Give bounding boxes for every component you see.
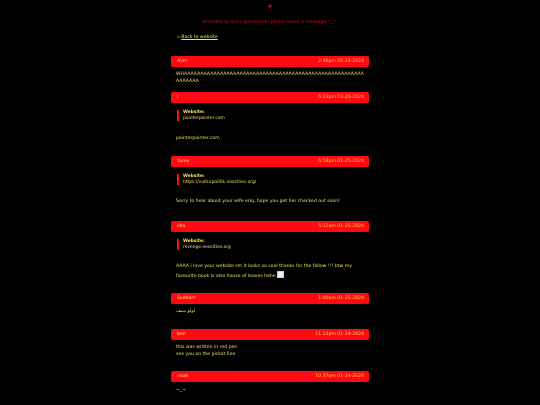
message-line: AAAA i love your website sm it looks so cool thanks for the follow !!! btw my (176, 264, 352, 269)
guestbook-entry (171, 221, 369, 280)
website-url[interactable]: https://vulturpolitik.neocities.org/ (183, 179, 257, 185)
message-line: لولو سيف (176, 309, 195, 314)
broken-image-icon (277, 271, 284, 278)
website-label: Website: (183, 239, 205, 244)
website-label: Website: (183, 110, 205, 115)
back-to-website-link[interactable] (177, 35, 218, 41)
website-url[interactable]: revenge.neocities.org (183, 244, 231, 250)
entry-header (171, 371, 369, 382)
entry-website (177, 174, 369, 185)
guestbook-entry (171, 156, 369, 206)
entry-header (171, 221, 369, 232)
message-line: this was written in red pen (176, 345, 238, 350)
entry-timestamp: 2:46pm 05-24-2024 (318, 59, 364, 64)
message-line: see you on the picket line (176, 351, 236, 357)
message-line: ~_~ (176, 388, 186, 393)
guestbook-entry (171, 329, 369, 358)
guestbook-entry (171, 92, 369, 143)
website-label: Website: (183, 174, 205, 179)
entry-header (171, 293, 369, 304)
entry-message (176, 264, 367, 280)
entry-message (176, 199, 367, 206)
entry-website (177, 110, 369, 121)
message-line: pointerpointer.com (176, 136, 220, 141)
entry-timestamp: 5:12am 01-25-2024 (318, 224, 364, 229)
website-url[interactable]: pointerpointer.com (183, 115, 225, 121)
message-text: favourite book is also house of leaves hehe (176, 273, 276, 279)
guestbook-entry (171, 371, 369, 395)
message-line: Sorry to hear about your wife eriq, hope you get her checked out soon! (176, 199, 340, 204)
guestbook-entry (171, 293, 369, 316)
entry-author: Yunie (177, 159, 190, 164)
guestbook-entry (171, 56, 369, 85)
entry-timestamp: 6:23pm 03-20-2024 (318, 95, 364, 100)
message-line: WHAAAAAAAAAAAAAAAAAAAAAAAAAAAAAAAAAAAAAAAAAAAAAAAAAAAAAAAAAAAAAA (176, 72, 364, 84)
entry-website (177, 239, 369, 250)
entry-timestamp: 6:58pm 01-25-2024 (318, 159, 364, 164)
star-icon: ✦ (266, 2, 274, 11)
entry-message (176, 388, 367, 395)
entry-author: ben (177, 332, 186, 337)
back-prefix: « (177, 35, 182, 40)
entry-author: Saddam (177, 296, 196, 301)
entry-author: ella (177, 224, 186, 229)
entry-timestamp: 10:37pm 01-24-2024 (315, 374, 364, 379)
back-link-label: Back to website (181, 35, 218, 40)
entry-timestamp: 11:13pm 01-24-2024 (315, 332, 364, 337)
entry-header (171, 92, 369, 103)
message-line (176, 271, 367, 281)
entry-message (176, 72, 367, 85)
entry-header (171, 56, 369, 67)
entry-header (171, 156, 369, 167)
entry-message (176, 345, 367, 358)
entry-message (176, 309, 367, 316)
entry-message (176, 136, 367, 143)
welcome-message: welcome to lisa's guestbook! please leave a message ^_^ (202, 20, 338, 25)
entry-author: noah (177, 374, 189, 379)
entry-author: I (177, 95, 179, 100)
entry-timestamp: 1:00am 01-25-2024 (318, 296, 364, 301)
entry-author: Alan (177, 59, 188, 64)
entry-header (171, 329, 369, 340)
